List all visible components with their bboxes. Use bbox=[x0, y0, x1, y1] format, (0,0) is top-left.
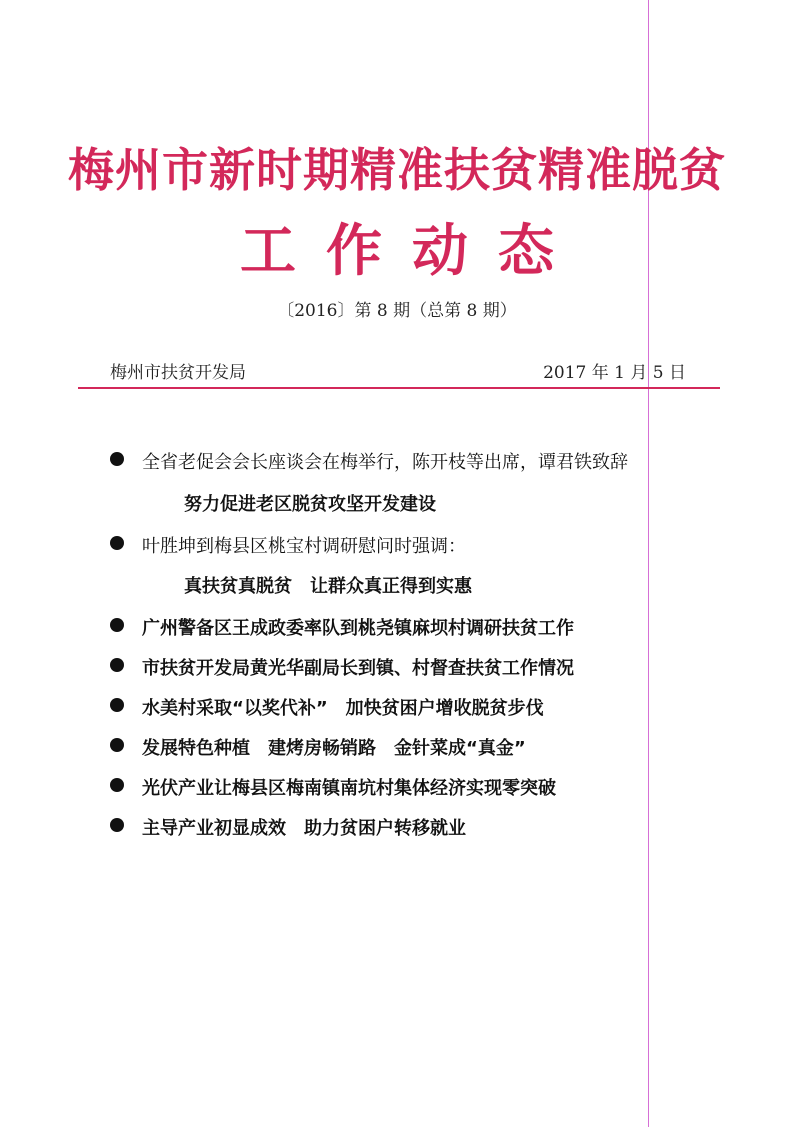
bullet-icon bbox=[110, 536, 124, 550]
toc-item-text: 主导产业初显成效 助力贫困户转移就业 bbox=[142, 818, 466, 839]
bullet-icon bbox=[110, 778, 124, 792]
issue-number: 〔2016〕第 8 期（总第 8 期） bbox=[277, 301, 517, 321]
bullet-icon bbox=[110, 452, 124, 466]
bullet-icon bbox=[110, 618, 124, 632]
bullet-icon bbox=[110, 658, 124, 672]
toc-item-6 bbox=[110, 734, 526, 760]
bullet-icon bbox=[110, 818, 124, 832]
bullet-icon bbox=[110, 738, 124, 752]
toc-item-1 bbox=[110, 448, 628, 474]
bulletin-title: 工作动态 bbox=[240, 218, 584, 284]
toc-item-text: 光伏产业让梅县区梅南镇南坑村集体经济实现零突破 bbox=[142, 778, 556, 799]
toc-item-4 bbox=[110, 654, 574, 680]
toc-item-text: 广州警备区王成政委率队到桃尧镇麻坝村调研扶贫工作 bbox=[142, 618, 574, 639]
toc-item-8 bbox=[110, 814, 466, 840]
toc-item-1-subtitle: 努力促进老区脱贫攻坚开发建设 bbox=[184, 494, 436, 515]
toc-item-text: 市扶贫开发局黄光华副局长到镇、村督查扶贫工作情况 bbox=[142, 658, 574, 679]
publication-date: 2017 年 1 月 5 日 bbox=[543, 363, 686, 383]
toc-item-text: 叶胜坤到梅县区桃宝村调研慰问时强调： bbox=[142, 536, 466, 557]
publisher-name: 梅州市扶贫开发局 bbox=[110, 363, 246, 383]
toc-item-2-subtitle: 真扶贫真脱贫 让群众真正得到实惠 bbox=[184, 576, 472, 597]
bulletin-series-title: 梅州市新时期精准扶贫精准脱贫 bbox=[68, 143, 726, 197]
toc-item-text: 全省老促会会长座谈会在梅举行，陈开枝等出席，谭君铁致辞 bbox=[142, 452, 628, 473]
toc-item-5 bbox=[110, 694, 544, 720]
toc-item-2 bbox=[110, 532, 466, 558]
toc-item-text: 水美村采取“以奖代补” 加快贫困户增收脱贫步伐 bbox=[142, 698, 544, 719]
toc-item-7 bbox=[110, 774, 556, 800]
toc-item-text: 发展特色种植 建烤房畅销路 金针菜成“真金” bbox=[142, 738, 526, 759]
header-divider bbox=[78, 387, 720, 389]
toc-item-3 bbox=[110, 614, 574, 640]
bullet-icon bbox=[110, 698, 124, 712]
